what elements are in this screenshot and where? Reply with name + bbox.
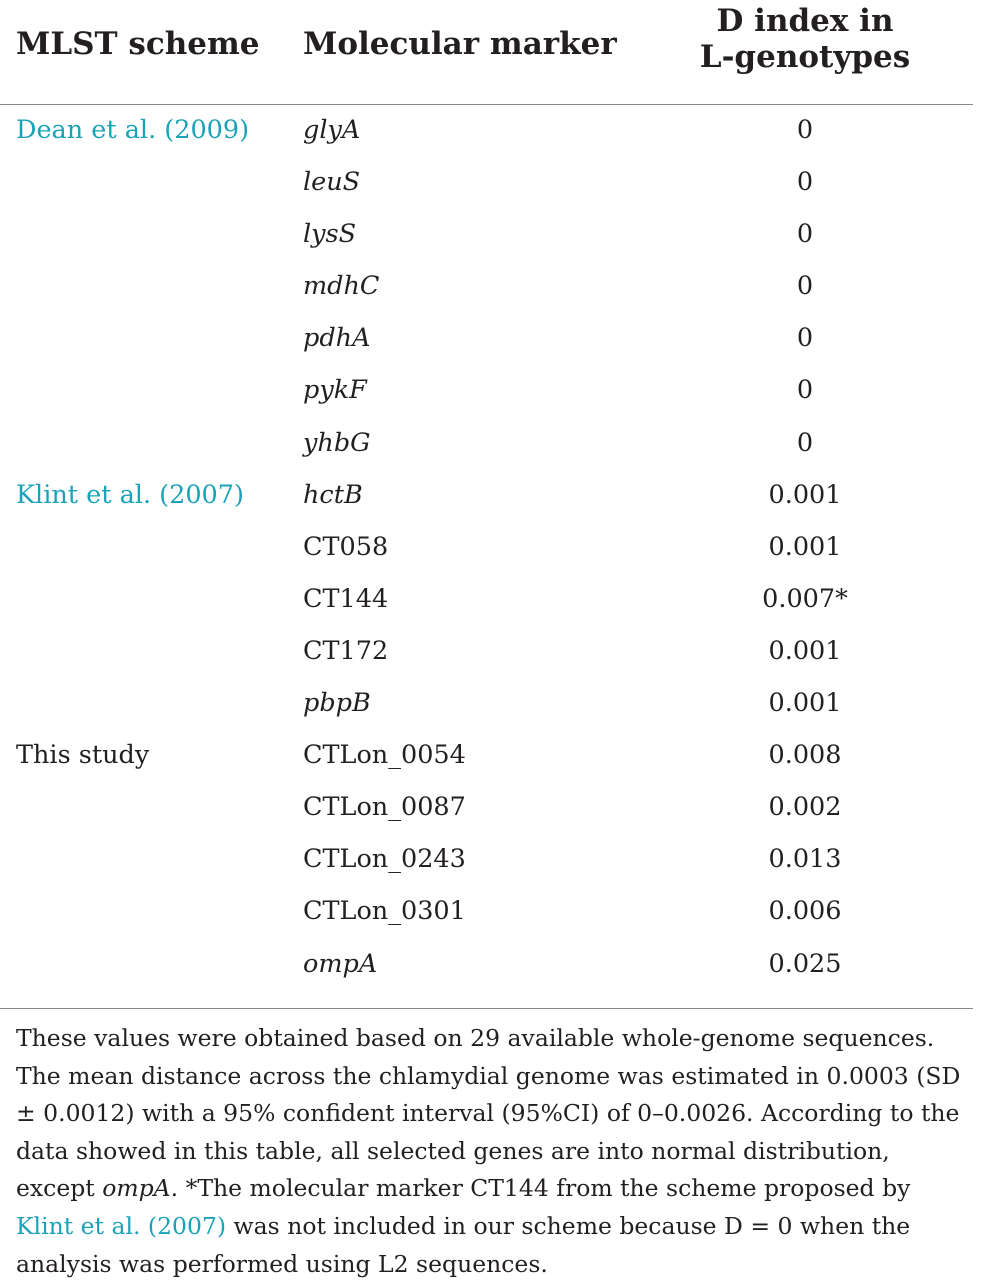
table-row (0, 938, 982, 990)
footnote-text-2: . *The molecular marker CT144 from the scheme proposed by (170, 1174, 911, 1203)
scheme-cell: This study (16, 740, 150, 771)
table-row (0, 521, 982, 573)
table-row (0, 781, 982, 833)
molecular-marker-cell: CTLon_0243 (303, 844, 466, 875)
table-row (0, 104, 982, 156)
molecular-marker-cell: CT058 (303, 531, 389, 562)
molecular-marker-cell: hctB (303, 479, 363, 510)
table-row (0, 729, 982, 781)
molecular-marker-cell: yhbG (303, 427, 371, 458)
d-index-cell: 0.001 (768, 688, 842, 719)
d-index-cell: 0 (796, 271, 814, 302)
table-row (0, 260, 982, 312)
d-index-cell: 0 (796, 323, 814, 354)
molecular-marker-cell: mdhC (303, 271, 380, 302)
d-index-cell: 0.006 (768, 896, 842, 927)
d-index-cell: 0.007* (762, 583, 848, 614)
d-index-cell: 0.002 (768, 792, 842, 823)
table-footnote (16, 1020, 966, 1283)
d-index-cell: 0.008 (768, 740, 842, 771)
table-body (0, 104, 982, 990)
d-index-cell: 0.001 (768, 479, 842, 510)
molecular-marker-cell: ompA (303, 948, 378, 979)
molecular-marker-cell: CTLon_0054 (303, 740, 466, 771)
d-index-cell: 0 (796, 219, 814, 250)
d-index-cell: 0 (796, 115, 814, 145)
molecular-marker-cell: CTLon_0301 (303, 896, 466, 927)
molecular-marker-cell: pykF (303, 375, 367, 406)
molecular-marker-cell: CTLon_0087 (303, 792, 466, 823)
d-index-cell: 0.001 (768, 635, 842, 666)
header-mlst-scheme: MLST scheme (16, 26, 260, 62)
table-row (0, 885, 982, 937)
footnote-citation-link[interactable]: Klint et al. (2007) (16, 1211, 227, 1240)
footnote-text-3: was not included in our scheme because D = 0 when the analysis was performed using L2 sequences. (16, 1211, 911, 1278)
table-row (0, 573, 982, 625)
header-d-index-line1: D index in (716, 3, 894, 39)
table-row (0, 312, 982, 364)
d-index-cell: 0 (796, 167, 814, 198)
header-d-index (640, 3, 970, 75)
molecular-marker-cell: glyA (303, 115, 361, 145)
header-molecular-marker: Molecular marker (303, 26, 617, 62)
molecular-marker-cell: CT172 (303, 635, 389, 666)
d-index-cell: 0.025 (768, 948, 842, 979)
molecular-marker-cell: CT144 (303, 583, 389, 614)
table-bottom-rule (0, 1008, 973, 1009)
table-row (0, 625, 982, 677)
table-row (0, 156, 982, 208)
footnote-text-1: These values were obtained based on 29 available whole-genome sequences. The mean distance across the chlamydial genome was estimated in 0.0003 (SD ± 0.0012) with a 95% confident interval (95%CI) of 0–0.0026. According to the data showed in this table, all selected genes are into normal distribution, except (16, 1024, 961, 1203)
table-row (0, 364, 982, 416)
d-index-cell: 0.013 (768, 844, 842, 875)
table-row (0, 677, 982, 729)
molecular-marker-cell: leuS (303, 167, 361, 198)
table-row (0, 417, 982, 469)
molecular-marker-cell: pdhA (303, 323, 371, 354)
scheme-citation-link[interactable]: Klint et al. (2007) (16, 479, 244, 510)
scheme-citation-link[interactable]: Dean et al. (2009) (16, 115, 250, 145)
molecular-marker-cell: lysS (303, 219, 357, 250)
table-header (0, 0, 982, 104)
d-index-cell: 0 (796, 375, 814, 406)
d-index-cell: 0.001 (768, 531, 842, 562)
footnote-italic-term: ompA (102, 1174, 171, 1203)
table-row (0, 208, 982, 260)
header-d-index-line2: L-genotypes (699, 39, 911, 75)
d-index-cell: 0 (796, 427, 814, 458)
table-row (0, 833, 982, 885)
table-row (0, 469, 982, 521)
molecular-marker-cell: pbpB (303, 688, 371, 719)
